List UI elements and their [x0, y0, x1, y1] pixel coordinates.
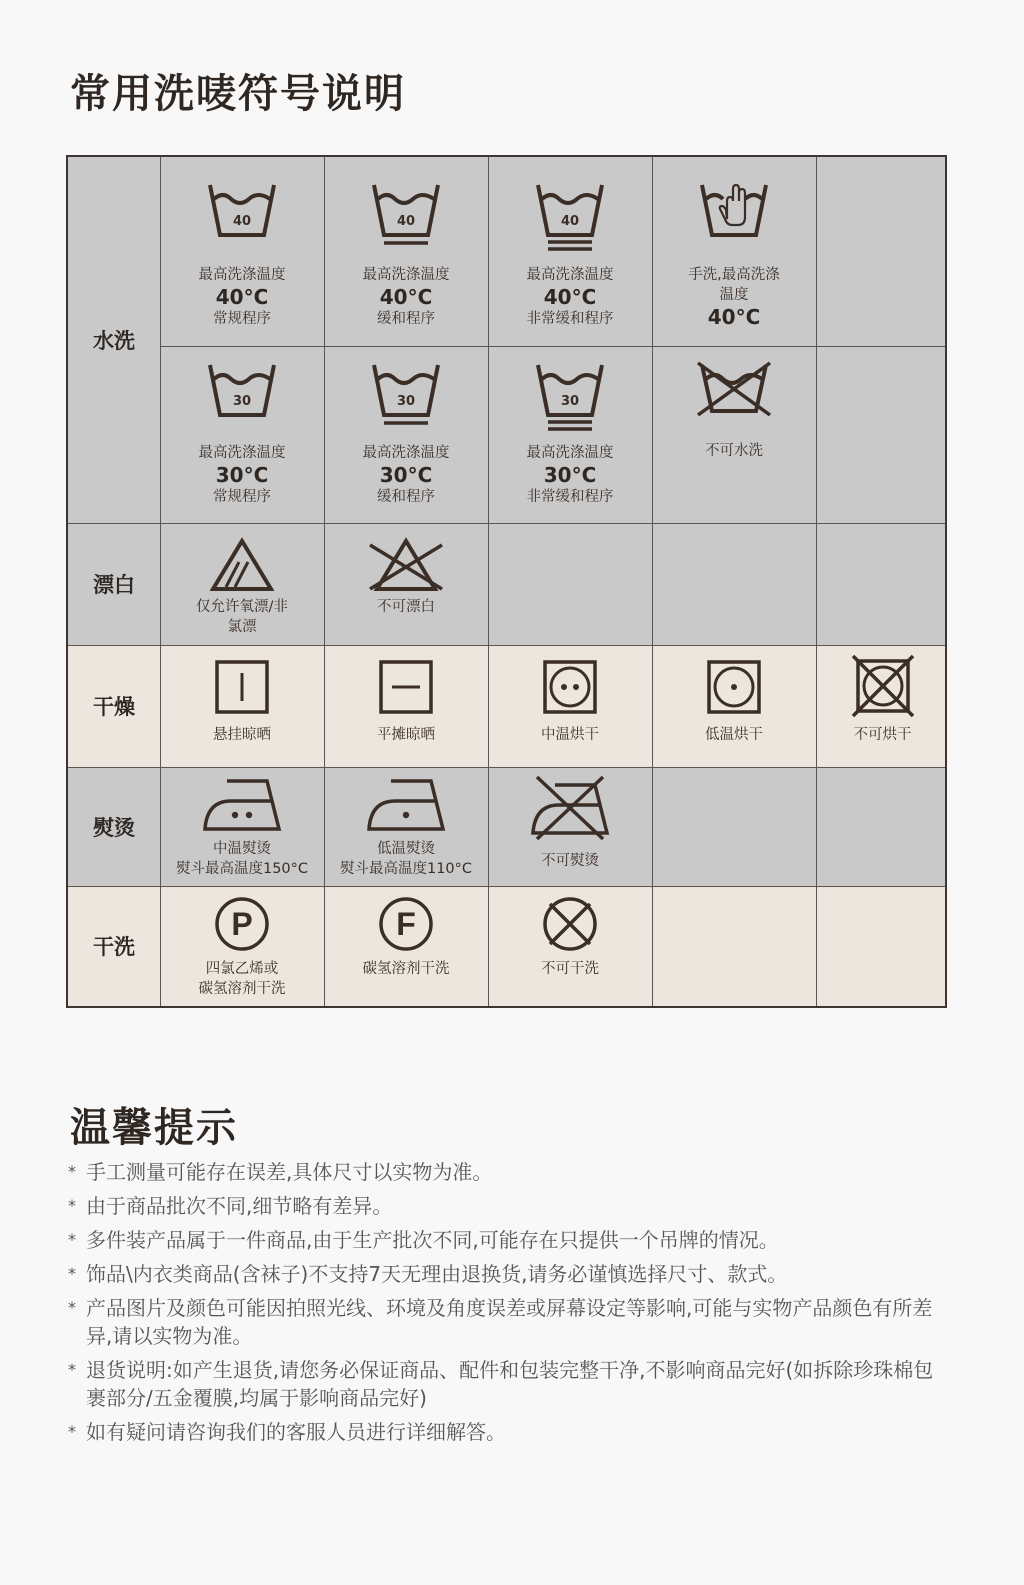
- category-bleach: 漂白: [93, 573, 135, 597]
- tumble-dry-medium-icon: [542, 659, 598, 715]
- wash-40-normal: 40 最高洗涤温度 40°C 常规程序: [160, 179, 324, 329]
- tips-list: [68, 1158, 948, 1452]
- tip-item: * 手工测量可能存在误差,具体尺寸以实物为准。: [68, 1160, 493, 1184]
- wash-tub-very-gentle-icon: [534, 179, 606, 253]
- do-not-dryclean-icon: [541, 895, 599, 953]
- svg-text:F: F: [396, 906, 416, 942]
- tip-item: * 多件装产品属于一件商品,由于生产批次不同,可能存在只提供一个吊牌的情况。: [68, 1228, 779, 1252]
- line-dry-icon: [214, 659, 270, 715]
- category-wash: 水洗: [93, 329, 135, 353]
- category-dry: 干燥: [93, 695, 135, 719]
- do-not-wash-icon: [694, 359, 774, 417]
- wash-40-very-gentle: 40 最高洗涤温度 40°C 非常缓和程序: [488, 179, 652, 329]
- tip-item: * 产品图片及颜色可能因拍照光线、环境及角度误差或屏幕设定等影响,可能与实物产品颜色有所差异,请以实物为准。: [68, 1296, 933, 1348]
- tumble-dry-low-icon: [706, 659, 762, 715]
- wash-tub-icon: [206, 359, 278, 421]
- do-not-tumble-dry-icon: [850, 653, 916, 719]
- oxygen-bleach-only: 仅允许氧漂/非 氯漂: [160, 537, 324, 637]
- do-not-tumble-dry: 不可烘干: [816, 653, 949, 745]
- svg-text:30: 30: [560, 394, 580, 409]
- tips-title: 温馨提示: [70, 1105, 238, 1151]
- dryclean-f: F 碳氢溶剂干洗: [324, 895, 488, 979]
- flat-dry-icon: [378, 659, 434, 715]
- wash-tub-very-gentle-icon: [534, 359, 606, 433]
- iron-low-icon: [365, 775, 447, 833]
- svg-text:40: 40: [232, 214, 252, 229]
- wash-30-normal: 30 最高洗涤温度 30°C 常规程序: [160, 359, 324, 507]
- wash-tub-gentle-icon: [370, 179, 442, 247]
- svg-text:30: 30: [396, 394, 416, 409]
- iron-medium: 中温熨烫 熨斗最高温度150°C: [160, 775, 324, 879]
- tumble-dry-medium: 中温烘干: [488, 659, 652, 745]
- svg-text:40: 40: [396, 214, 416, 229]
- hand-wash-40: 手洗,最高洗涤 温度 40°C: [652, 179, 816, 329]
- bleach-triangle-icon: [210, 537, 274, 593]
- hand-wash-icon: [698, 179, 770, 241]
- category-dryclean: 干洗: [93, 935, 135, 959]
- do-not-iron-icon: [529, 775, 611, 841]
- tip-item: * 如有疑问请咨询我们的客服人员进行详细解答。: [68, 1420, 506, 1444]
- iron-low: 低温熨烫 熨斗最高温度110°C: [324, 775, 488, 879]
- dryclean-p-icon: [213, 895, 271, 953]
- svg-text:30: 30: [232, 394, 252, 409]
- tip-item: * 饰品\内衣类商品(含袜子)不支持7天无理由退换货,请务必谨慎选择尺寸、款式。: [68, 1262, 788, 1286]
- tumble-dry-low: 低温烘干: [652, 659, 816, 745]
- do-not-bleach-icon: [366, 537, 446, 593]
- do-not-wash: 不可水洗: [652, 359, 816, 461]
- do-not-iron: 不可熨烫: [488, 775, 652, 871]
- tip-item: * 由于商品批次不同,细节略有差异。: [68, 1194, 393, 1218]
- wash-30-gentle: 30 最高洗涤温度 30°C 缓和程序: [324, 359, 488, 507]
- dryclean-p: P 四氯乙烯或 碳氢溶剂干洗: [160, 895, 324, 999]
- category-iron: 熨烫: [93, 815, 135, 840]
- svg-text:P: P: [231, 906, 253, 942]
- wash-40-gentle: 40 最高洗涤温度 40°C 缓和程序: [324, 179, 488, 329]
- flat-dry: 平摊晾晒: [324, 659, 488, 745]
- do-not-dryclean: 不可干洗: [488, 895, 652, 979]
- do-not-bleach: 不可漂白: [324, 537, 488, 617]
- page-title: 常用洗唛符号说明: [70, 71, 406, 117]
- tip-item: * 退货说明:如产生退货,请您务必保证商品、配件和包装完整干净,不影响商品完好(如拆除珍珠棉包裹部分/五金覆膜,均属于影响商品完好): [68, 1358, 934, 1410]
- wash-tub-icon: [206, 179, 278, 241]
- iron-medium-icon: [201, 775, 283, 833]
- dryclean-f-icon: [377, 895, 435, 953]
- svg-text:40: 40: [560, 214, 580, 229]
- wash-tub-gentle-icon: [370, 359, 442, 427]
- care-symbol-table: [66, 155, 947, 1008]
- line-dry: 悬挂晾晒: [160, 659, 324, 745]
- wash-30-very-gentle: 30 最高洗涤温度 30°C 非常缓和程序: [488, 359, 652, 507]
